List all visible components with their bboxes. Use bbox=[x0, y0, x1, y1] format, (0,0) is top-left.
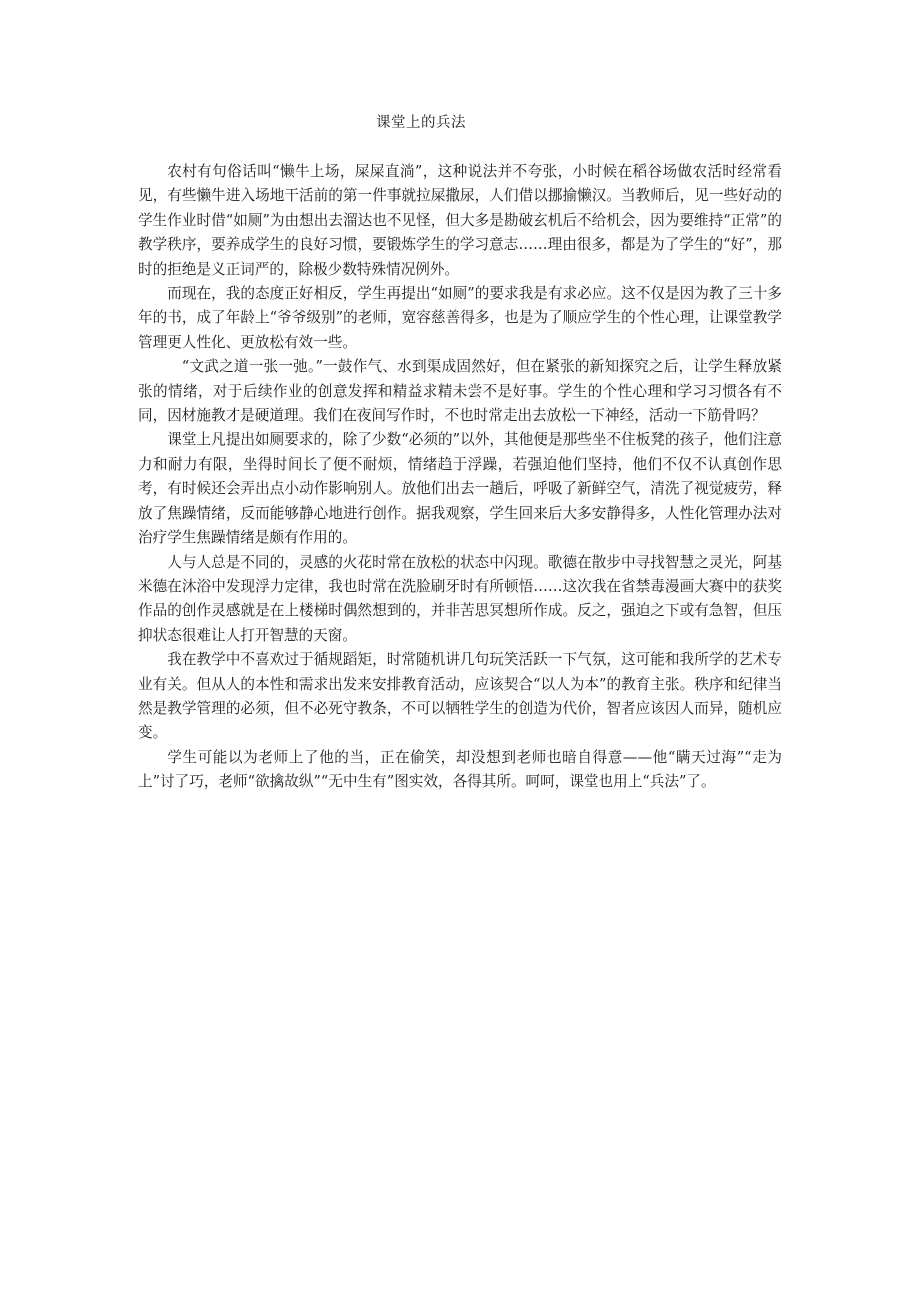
paragraph-5: 人与人总是不同的，灵感的火花时常在放松的状态中闪现。歌德在散步中寻找智慧之灵光，阿基米德在沐浴中发现浮力定律，我也时常在洗脸刷牙时有所顿悟……这次我在省禁毒漫画大赛中的获奖作品的创作灵感就是在上楼梯时偶然想到的，并非苦思冥想所作成。反之，强迫之下或有急智，但压抑状态很难让人打开智慧的天窗。 bbox=[138, 553, 782, 644]
document-body bbox=[138, 160, 782, 795]
paragraph-2: 而现在，我的态度正好相反，学生再提出“如厕”的要求我是有求必应。这不仅是因为教了三十多年的书，成了年龄上“爷爷级别”的老师，宽容慈善得多，也是为了顺应学生的个性心理，让课堂教学管理更人性化、更放松有效一些。 bbox=[138, 285, 782, 351]
paragraph-3: “文武之道一张一弛。”一鼓作气、水到渠成固然好，但在紧张的新知探究之后，让学生释放紧张的情绪，对于后续作业的创意发挥和精益求精未尝不是好事。学生的个性心理和学习习惯各有不同，因材施教才是硬道理。我们在夜间写作时，不也时常走出去放松一下神经，活动一下筋骨吗？ bbox=[138, 358, 782, 425]
paragraph-6: 我在教学中不喜欢过于循规蹈矩，时常随机讲几句玩笑活跃一下气氛，这可能和我所学的艺术专业有关。但从人的本性和需求出发来安排教育活动，应该契合“以人为本”的教育主张。秩序和纪律当然是教学管理的必须，但不必死守教条，不可以牺牲学生的创造为代价，智者应该因人而异，随机应变。 bbox=[138, 651, 782, 742]
paragraph-7: 学生可能以为老师上了他的当，正在偷笑，却没想到老师也暗自得意——他“瞒天过海”“走为上”讨了巧，老师“欲擒故纵”“无中生有”图实效，各得其所。呵呵，课堂也用上“兵法”了。 bbox=[138, 748, 782, 791]
paragraph-1: 农村有句俗话叫“懒牛上场，屎屎直淌”，这种说法并不夸张，小时候在稻谷场做农活时经常看见，有些懒牛进入场地干活前的第一件事就拉屎撒尿，人们借以挪揄懒汉。当教师后，见一些好动的学生作业时借“如厕”为由想出去溜达也不见怪，但大多是勘破玄机后不给机会，因为要维持“正常”的教学秩序，要养成学生的良好习惯，要锻炼学生的学习意志……理由很多，都是为了学生的“好”，那时的拒绝是义正词严的，除极少数特殊情况例外。 bbox=[138, 163, 782, 278]
document-title: 课堂上的兵法 bbox=[376, 115, 466, 131]
paragraph-4: 课堂上凡提出如厕要求的，除了少数“必须的”以外，其他便是那些坐不住板凳的孩子，他们注意力和耐力有限，坐得时间长了便不耐烦，情绪趋于浮躁，若强迫他们坚持，他们不仅不认真创作思考，有时候还会弄出点小动作影响别人。放他们出去一趟后，呼吸了新鲜空气，清洗了视觉疲劳，释放了焦躁情绪，反而能够静心地进行创作。据我观察，学生回来后大多安静得多，人性化管理办法对治疗学生焦躁情绪是颇有作用的。 bbox=[138, 431, 782, 547]
